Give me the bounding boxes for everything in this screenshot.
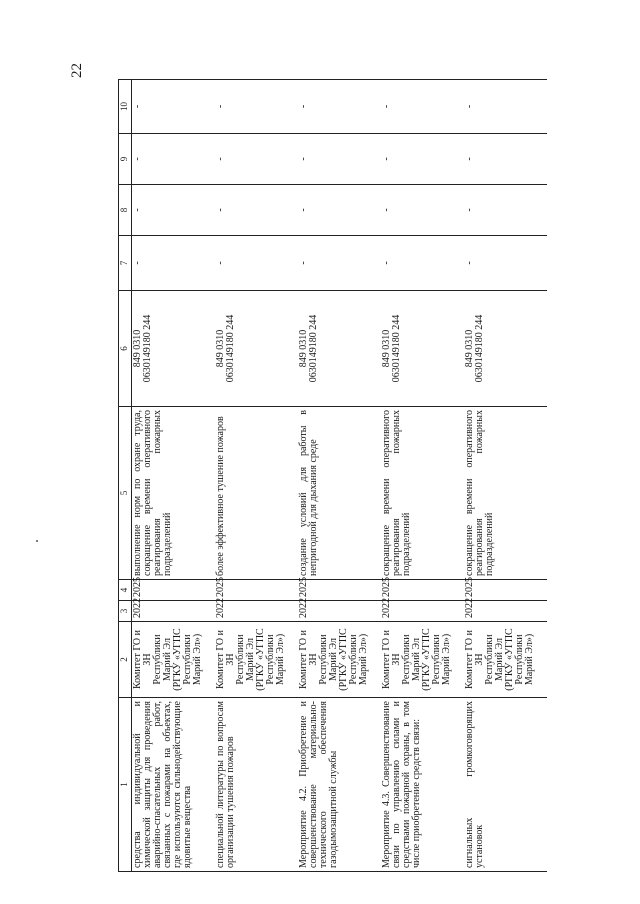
- budget-code-line: 849 0310: [463, 329, 475, 368]
- result-cell: выполнение норм по охране труда, сокращение времени оперативного реагирования пожарных подразделений: [132, 407, 215, 580]
- executor-line: Комитет ГО и ЗН: [463, 630, 485, 689]
- end-year-cell: 2025: [381, 580, 464, 601]
- column-10-cell: -: [132, 80, 215, 134]
- page-number: 22: [69, 63, 85, 78]
- executor-line: (РГКУ «УГПС: [337, 628, 349, 691]
- table-row: [464, 80, 547, 872]
- column-7-cell: -: [381, 236, 464, 291]
- result-cell: сокращение времени оперативного реагирования пожарных подразделений: [464, 407, 547, 580]
- start-year-cell: 2022: [381, 601, 464, 622]
- executor-line: Республики: [234, 634, 246, 685]
- start-year-cell: 2022: [132, 601, 215, 622]
- column-8-cell: -: [132, 185, 215, 236]
- end-year-cell: 2025: [464, 580, 547, 601]
- budget-code-line: 849 0310: [380, 329, 392, 368]
- executor-line: Марий Эл: [493, 638, 505, 681]
- budget-code-cell: [298, 291, 381, 407]
- executor-line: Марий Эл: [327, 638, 339, 681]
- executor-line: Марий Эл»): [440, 633, 452, 686]
- result-cell: сокращение времени оперативного реагирования пожарных подразделений: [381, 407, 464, 580]
- column-10-cell: -: [381, 80, 464, 134]
- table-row: [215, 80, 298, 872]
- start-year-cell: 2022: [215, 601, 298, 622]
- budget-code-line: 0630149180 244: [473, 314, 485, 383]
- column-10-cell: -: [464, 80, 547, 134]
- executor-cell: [215, 622, 298, 698]
- column-7-cell: -: [464, 236, 547, 291]
- start-year-cell: 2022: [464, 601, 547, 622]
- executor-line: Республики: [317, 634, 329, 685]
- column-9-cell: -: [381, 134, 464, 185]
- executor-cell: [464, 622, 547, 698]
- measure-cell: Мероприятие 4.2. Приобретение и совершенствование материально-технического обеспечения газодымозащитной службы: [298, 698, 381, 872]
- measure-cell: Мероприятие 4.3. Совершенствование связи по управлению силами и средствами пожарной охраны, в том числе приобретение средств связи:: [381, 698, 464, 872]
- column-8-cell: -: [381, 185, 464, 236]
- executor-cell: [298, 622, 381, 698]
- column-9-cell: -: [464, 134, 547, 185]
- budget-code-line: 849 0310: [297, 329, 309, 368]
- end-year-cell: 2025: [215, 580, 298, 601]
- column-number-4: 4: [119, 580, 132, 601]
- program-measures-table: [118, 79, 547, 872]
- executor-line: (РГКУ «УГПС: [254, 628, 266, 691]
- rotated-table-sheet: [118, 80, 632, 872]
- table-header-row: [119, 80, 132, 872]
- column-7-cell: -: [215, 236, 298, 291]
- executor-line: Марий Эл: [162, 638, 173, 681]
- result-cell: более эффективное тушение пожаров: [215, 407, 298, 580]
- table-row: [381, 80, 464, 872]
- executor-line: Комитет ГО и ЗН: [297, 630, 319, 689]
- executor-cell: [132, 622, 215, 698]
- budget-code-line: 0630149180 244: [142, 314, 153, 383]
- end-year-cell: 2025: [298, 580, 381, 601]
- budget-code-line: 0630149180 244: [307, 314, 319, 383]
- result-cell: создание условий для работы в непригодной для дыхания среде: [298, 407, 381, 580]
- budget-code-cell: [464, 291, 547, 407]
- executor-line: Марий Эл: [244, 638, 256, 681]
- executor-line: Марий Эл: [410, 638, 422, 681]
- end-year-cell: 2025: [132, 580, 215, 601]
- column-number-9: 9: [119, 134, 132, 185]
- executor-line: (РГКУ «УГПС: [420, 628, 432, 691]
- column-7-cell: -: [298, 236, 381, 291]
- start-year-cell: 2022: [298, 601, 381, 622]
- executor-line: Комитет ГО и ЗН: [214, 630, 236, 689]
- executor-line: Республики: [400, 634, 412, 685]
- measure-cell: средства индивидуальной и химической защиты для проведения аварийно-спасательных работ, связанных с пожарами на объектах, где используются сильнодействующие ядовитые вещества: [132, 698, 215, 872]
- column-number-5: 5: [119, 407, 132, 580]
- executor-line: (РГКУ «УГПС: [503, 628, 515, 691]
- executor-line: Республики: [513, 634, 525, 685]
- column-number-8: 8: [119, 185, 132, 236]
- column-number-3: 3: [119, 601, 132, 622]
- column-8-cell: -: [464, 185, 547, 236]
- executor-line: Республики: [264, 634, 276, 685]
- column-7-cell: -: [132, 236, 215, 291]
- measure-cell: сигнальных громкоговорящих установок: [464, 698, 547, 872]
- scan-speck: [36, 540, 38, 542]
- executor-line: Марий Эл»): [192, 633, 203, 686]
- executor-line: Республики: [152, 634, 163, 685]
- executor-line: Марий Эл»): [357, 633, 369, 686]
- executor-line: Марий Эл»): [274, 633, 286, 686]
- executor-line: Марий Эл»): [523, 633, 535, 686]
- executor-line: Республики: [430, 634, 442, 685]
- column-8-cell: -: [298, 185, 381, 236]
- column-number-6: 6: [119, 291, 132, 407]
- column-9-cell: -: [298, 134, 381, 185]
- executor-cell: [381, 622, 464, 698]
- executor-line: Республики: [347, 634, 359, 685]
- budget-code-line: 0630149180 244: [224, 314, 236, 383]
- executor-line: Комитет ГО и ЗН: [132, 630, 153, 689]
- budget-code-cell: [132, 291, 215, 407]
- budget-code-line: 0630149180 244: [390, 314, 402, 383]
- table-row: [298, 80, 381, 872]
- budget-code-line: 849 0310: [214, 329, 226, 368]
- executor-line: Республики: [182, 634, 193, 685]
- column-number-1: 1: [119, 698, 132, 872]
- column-10-cell: -: [298, 80, 381, 134]
- budget-code-line: 849 0310: [132, 329, 143, 368]
- table-row: [132, 80, 215, 872]
- executor-line: Республики: [483, 634, 495, 685]
- column-8-cell: -: [215, 185, 298, 236]
- column-9-cell: -: [132, 134, 215, 185]
- budget-code-cell: [215, 291, 298, 407]
- column-number-7: 7: [119, 236, 132, 291]
- column-number-2: 2: [119, 622, 132, 698]
- column-number-10: 10: [119, 80, 132, 134]
- column-10-cell: -: [215, 80, 298, 134]
- column-9-cell: -: [215, 134, 298, 185]
- executor-line: Комитет ГО и ЗН: [380, 630, 402, 689]
- executor-line: (РГКУ «УГПС: [172, 628, 183, 691]
- measure-cell: специальной литературы по вопросам организации тушения пожаров: [215, 698, 298, 872]
- budget-code-cell: [381, 291, 464, 407]
